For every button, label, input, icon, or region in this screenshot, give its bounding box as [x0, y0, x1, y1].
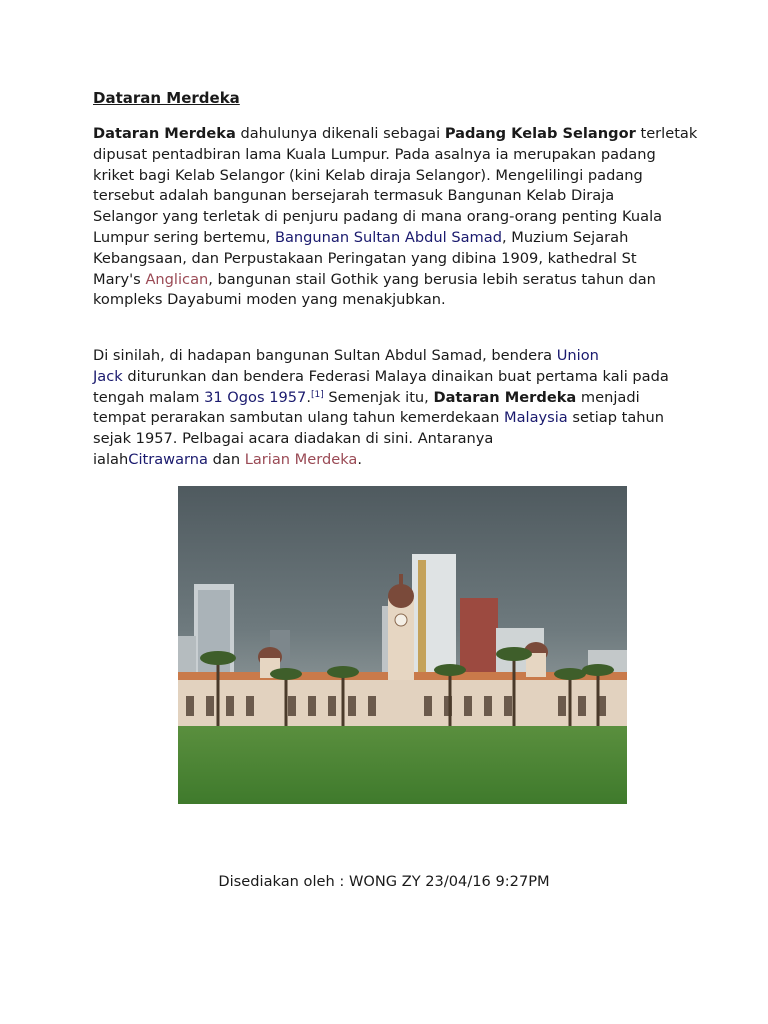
text-line: Selangor yang terletak di penjuru padang di mana orang-orang penting Kuala	[93, 208, 663, 226]
bold-text: Padang Kelab Selangor	[444, 125, 636, 142]
link-malaysia[interactable]: Malaysia	[503, 409, 568, 427]
text-run: setiap tahun	[567, 409, 665, 427]
text-line: kompleks Dayabumi moden yang menakjubkan.	[93, 291, 446, 309]
text-run: Lumpur sering bertemu,	[93, 228, 275, 246]
photo-illustration	[178, 486, 627, 804]
text-line: tersebut adalah bangunan bersejarah termasuk Bangunan Kelab Diraja	[93, 187, 615, 205]
text-run: dahulunya dikenali sebagai	[235, 125, 445, 142]
text-line	[93, 270, 683, 291]
link-anglican[interactable]: Anglican	[145, 270, 209, 288]
text-line: Kebangsaan, dan Perpustakaan Peringatan yang dibina 1909, kathedral St	[93, 249, 637, 267]
text-line	[93, 228, 683, 249]
text-run: Di sinilah, di hadapan bangunan Sultan Abdul Samad, bendera	[93, 347, 557, 364]
sultan-abdul-samad-photo	[178, 486, 627, 804]
text-line	[93, 388, 683, 409]
text-line: dipusat pentadbiran lama Kuala Lumpur. Pada asalnya ia merupakan padang	[93, 145, 656, 163]
link-union-jack-cont[interactable]: Jack	[93, 367, 123, 385]
clock-tower	[388, 598, 414, 680]
field	[178, 726, 627, 804]
link-31-ogos-1957[interactable]: 31 Ogos 1957	[204, 388, 307, 406]
text-line	[93, 408, 683, 429]
text-run: terletak	[635, 125, 698, 142]
text-line: kriket bagi Kelab Selangor (kini Kelab diraja Selangor). Mengelilingi padang	[93, 166, 643, 184]
link-larian-merdeka[interactable]: Larian Merdeka	[244, 450, 358, 468]
footer-text: Disediakan oleh : WONG ZY 23/04/16 9:27PM	[218, 873, 550, 890]
link-citrawarna[interactable]: Citrawarna	[128, 450, 208, 468]
text-run: tengah malam	[93, 388, 205, 406]
bold-text: Dataran Merdeka	[433, 388, 577, 406]
text-line	[93, 450, 683, 471]
text-run: .	[357, 450, 363, 468]
text-run: ialah	[93, 450, 129, 468]
text-line	[93, 346, 683, 367]
text-run: tempat perarakan sambutan ulang tahun kemerdekaan	[93, 409, 504, 427]
bold-text: Dataran Merdeka	[93, 125, 236, 142]
document-title: Dataran Merdeka	[93, 89, 240, 107]
text-run: Mary's	[93, 270, 146, 288]
text-run: diturunkan dan bendera Federasi Malaya dinaikan buat pertama kali pada	[122, 367, 669, 385]
clock-dome	[388, 584, 414, 608]
paragraph-independence	[93, 346, 683, 471]
link-sultan-abdul-samad[interactable]: Bangunan Sultan Abdul Samad	[274, 228, 502, 246]
text-run: dan	[207, 450, 245, 468]
prepared-by-footer	[0, 873, 768, 890]
footnote-ref[interactable]: [1]	[310, 389, 324, 400]
text-run: .	[306, 388, 311, 406]
link-union-jack[interactable]: Union	[556, 347, 599, 364]
paragraph-history	[93, 124, 698, 311]
text-line	[93, 124, 698, 145]
text-run: menjadi	[576, 388, 640, 406]
text-run: Semenjak itu,	[323, 388, 434, 406]
text-run: , bangunan stail Gothik yang berusia lebih seratus tahun dan	[208, 270, 656, 288]
text-run: , Muzium Sejarah	[501, 228, 629, 246]
text-line	[93, 367, 683, 388]
text-line: sejak 1957. Pelbagai acara diadakan di sini. Antaranya	[93, 430, 494, 448]
